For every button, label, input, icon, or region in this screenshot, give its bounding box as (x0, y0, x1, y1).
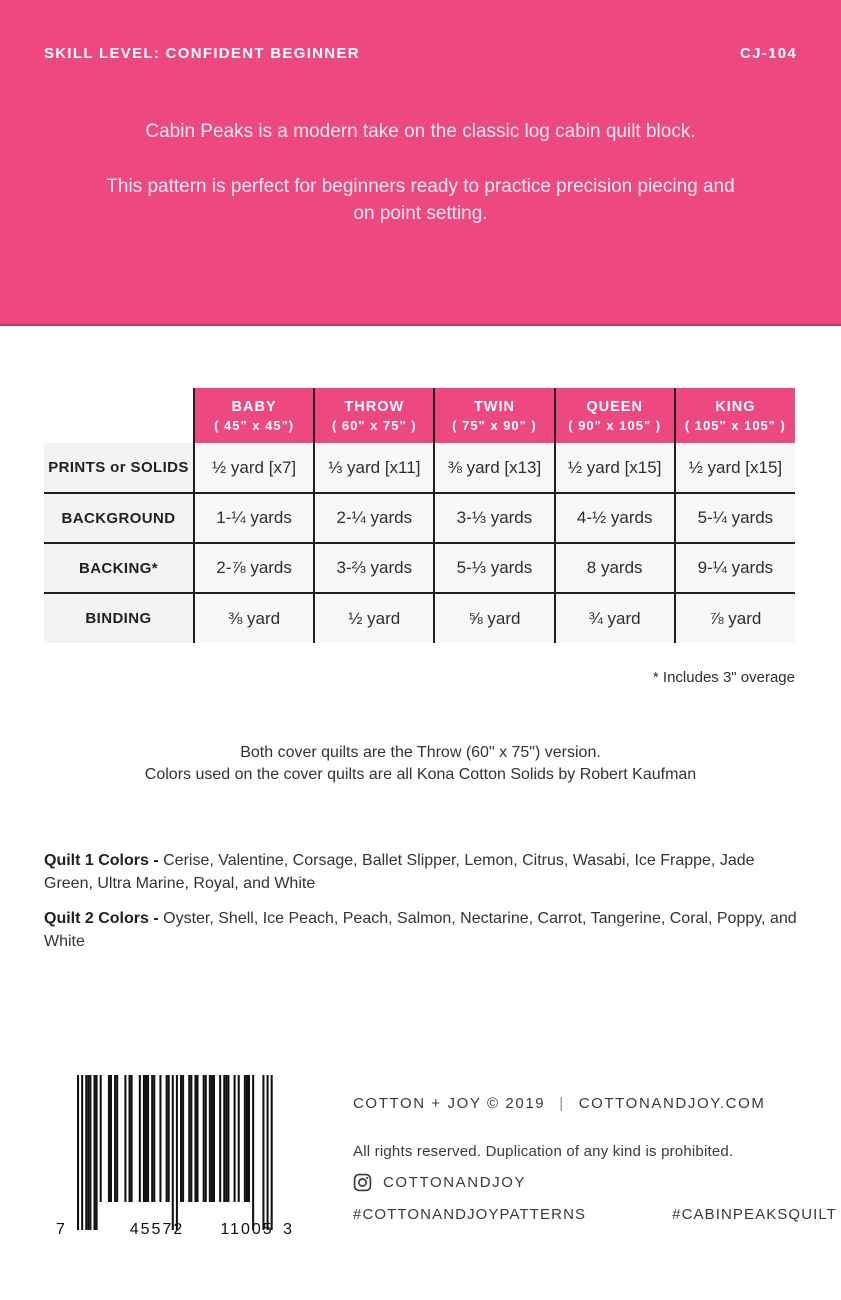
yardage-cell: 3-⅔ yards (314, 543, 434, 593)
size-name: TWIN (473, 398, 515, 415)
intro-sentence-2: This pattern is perfect for beginners ready to practice precision piecing and on point setting. (106, 176, 735, 224)
hashtag-gap (586, 1206, 672, 1223)
size-column-header (194, 388, 314, 443)
table-row (44, 443, 795, 493)
quilt-1-colors-list: Cerise, Valentine, Corsage, Ballet Slipper, Lemon, Citrus, Wasabi, Ice Frappe, Jade Green, Ultra Marine, Royal, and White (44, 852, 755, 892)
hero-description (44, 118, 797, 227)
yardage-cell: 1-¼ yards (194, 493, 314, 543)
hero-band (0, 0, 841, 326)
copyright-text: COTTON + JOY © 2019 (353, 1095, 546, 1112)
hero-top-row (44, 0, 797, 62)
yardage-cell: ½ yard [x15] (555, 443, 675, 493)
row-label: BACKING* (44, 543, 194, 593)
yardage-cell: 8 yards (555, 543, 675, 593)
yardage-cell: ¾ yard (555, 593, 675, 643)
upc-barcode (56, 1075, 294, 1245)
yardage-cell: 4-½ yards (555, 493, 675, 543)
size-column-header (314, 388, 434, 443)
table-row (44, 543, 795, 593)
cover-note-line-2: Colors used on the cover quilts are all Kona Cotton Solids by Robert Kaufman (144, 766, 697, 783)
yardage-cell: ½ yard [x7] (194, 443, 314, 493)
yardage-cell: ½ yard [x15] (675, 443, 795, 493)
size-dimensions: ( 45" x 45") (214, 417, 295, 433)
quilt-2-colors-label: Quilt 2 Colors - (44, 910, 159, 927)
website-text: COTTONANDJOY.COM (578, 1095, 766, 1112)
table-row (44, 593, 795, 643)
rights-line: All rights reserved. Duplication of any kind is prohibited. (353, 1143, 734, 1160)
size-name: THROW (344, 398, 405, 415)
size-dimensions: ( 60" x 75" ) (331, 417, 417, 433)
row-label: BINDING (44, 593, 194, 643)
yardage-cell: ⅝ yard (434, 593, 554, 643)
separator-bar: | (559, 1095, 565, 1112)
hashtag-quilt: #CABINPEAKSQUILT (672, 1206, 837, 1223)
quilt-colors-section (44, 850, 797, 953)
skill-level-label: SKILL LEVEL: CONFIDENT BEGINNER (44, 45, 360, 62)
yardage-table-head-row (44, 388, 795, 443)
yardage-table-section (0, 388, 841, 643)
table-row (44, 493, 795, 543)
main-content (0, 388, 841, 953)
quilt-2-colors-list: Oyster, Shell, Ice Peach, Peach, Salmon, Nectarine, Carrot, Tangerine, Coral, Poppy, and White (44, 910, 797, 950)
instagram-line (353, 1173, 837, 1192)
intro-sentence-1: Cabin Peaks is a modern take on the classic log cabin quilt block. (145, 121, 696, 142)
yardage-cell: ⅜ yard [x13] (434, 443, 554, 493)
backing-footnote: * Includes 3" overage (652, 669, 795, 686)
size-dimensions: ( 75" x 90" ) (452, 417, 537, 433)
cover-note-line-1: Both cover quilts are the Throw (60" x 75") version. (240, 744, 601, 761)
yardage-cell: 5-¼ yards (675, 493, 795, 543)
pattern-number: CJ-104 (740, 45, 797, 62)
barcode-digit-group-2: 11005 (220, 1221, 274, 1238)
quilt-2-colors (44, 908, 797, 953)
barcode-digit-group-1: 45572 (129, 1221, 185, 1238)
size-column-header (434, 388, 554, 443)
yardage-cell: 5-⅓ yards (434, 543, 554, 593)
barcode-digit-last: 3 (283, 1221, 294, 1238)
footer (44, 1075, 837, 1245)
yardage-cell: 3-⅓ yards (434, 493, 554, 543)
hashtags-line (353, 1206, 837, 1223)
size-name: KING (715, 398, 756, 415)
yardage-cell: 2-⅞ yards (194, 543, 314, 593)
barcode-bars (77, 1075, 273, 1233)
instagram-icon (353, 1173, 372, 1192)
yardage-cell: 9-¼ yards (675, 543, 795, 593)
copyright-line (353, 1095, 837, 1112)
quilt-1-colors-label: Quilt 1 Colors - (44, 852, 159, 869)
size-name: BABY (231, 398, 277, 415)
instagram-handle: COTTONANDJOY (383, 1174, 527, 1191)
yardage-cell: ⅜ yard (194, 593, 314, 643)
size-dimensions: ( 105" x 105" ) (684, 417, 786, 433)
yardage-cell: 2-¼ yards (314, 493, 434, 543)
footer-info (353, 1075, 837, 1223)
yardage-cell: ⅓ yard [x11] (314, 443, 434, 493)
size-name: QUEEN (586, 398, 643, 415)
size-column-header (675, 388, 795, 443)
size-dimensions: ( 90" x 105" ) (568, 417, 662, 433)
quilt-1-colors (44, 850, 797, 895)
yardage-table (44, 388, 795, 643)
row-label: PRINTS or SOLIDS (44, 443, 194, 493)
table-corner-cell (44, 388, 194, 443)
hashtag-patterns: #COTTONANDJOYPATTERNS (353, 1206, 587, 1223)
size-column-header (555, 388, 675, 443)
row-label: BACKGROUND (44, 493, 194, 543)
yardage-cell: ⅞ yard (675, 593, 795, 643)
cover-quilts-note (0, 742, 841, 786)
barcode-digit-first: 7 (56, 1221, 67, 1238)
yardage-table-body (44, 443, 795, 643)
yardage-cell: ½ yard (314, 593, 434, 643)
